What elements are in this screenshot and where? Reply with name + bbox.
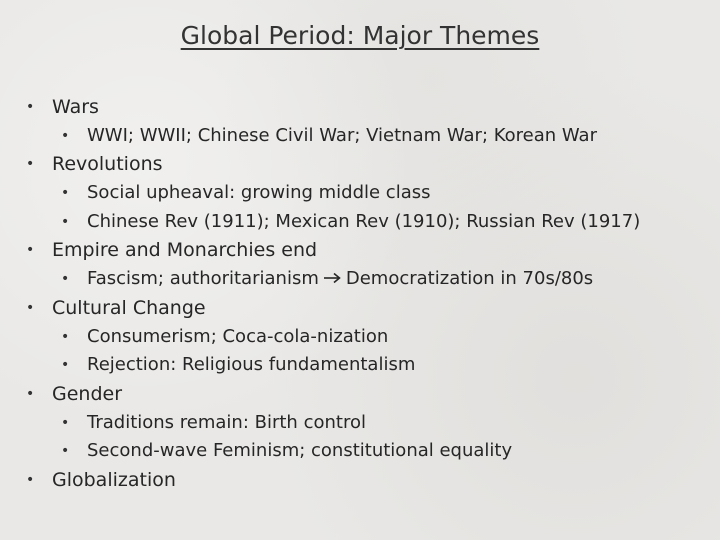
- sub-bullet-traditions: [24, 409, 714, 438]
- bullet-text: WWI; WWII; Chinese Civil War; Vietnam War; Korean War: [87, 124, 597, 146]
- bullet-text: Wars: [52, 96, 99, 118]
- bullet-dot-icon: •: [26, 242, 35, 259]
- bullet-dot-icon: •: [61, 443, 70, 460]
- sub-bullet-fascism-democratization: [24, 265, 714, 294]
- bullet-text: Gender: [52, 382, 123, 405]
- sub-bullet-social-upheaval: [24, 179, 714, 208]
- bullet-dot-icon: •: [61, 213, 70, 230]
- bullet-text: Cultural Change: [52, 296, 206, 319]
- bullet-text: Second-wave Feminism; constitutional equality: [87, 440, 513, 462]
- bullet-dot-icon: •: [61, 185, 70, 202]
- bullet-list: [24, 93, 714, 495]
- bullet-text-before: Fascism; authoritarianism: [87, 268, 319, 290]
- sub-bullet-revolution-dates: [24, 208, 714, 237]
- bullet-dot-icon: •: [61, 414, 70, 431]
- bullet-dot-icon: •: [26, 471, 35, 488]
- bullet-dot-icon: •: [61, 271, 70, 288]
- slide-title: Global Period: Major Themes: [180, 21, 540, 50]
- bullet-text: Rejection: Religious fundamentalism: [87, 354, 416, 376]
- bullet-text: Globalization: [52, 468, 176, 491]
- bullet-cultural-change: [24, 294, 714, 323]
- sub-bullet-consumerism: [24, 323, 714, 352]
- bullet-text: Social upheaval: growing middle class: [87, 182, 431, 204]
- bullet-dot-icon: •: [26, 156, 35, 173]
- bullet-wars: [24, 93, 714, 122]
- bullet-text: Chinese Rev (1911); Mexican Rev (1910); Russian Rev (1917): [87, 210, 641, 232]
- bullet-dot-icon: •: [61, 328, 70, 345]
- bullet-text: Consumerism; Coca-cola-nization: [87, 325, 389, 347]
- sub-bullet-feminism: [24, 437, 714, 466]
- bullet-dot-icon: •: [61, 357, 70, 374]
- bullet-globalization: [24, 466, 714, 495]
- bullet-dot-icon: •: [26, 99, 35, 115]
- bullet-revolutions: [24, 150, 714, 179]
- bullet-dot-icon: •: [26, 299, 35, 316]
- bullet-text-after: Democratization in 70s/80s: [345, 268, 594, 290]
- bullet-text: Empire and Monarchies end: [52, 239, 318, 262]
- right-arrow-icon: [324, 272, 341, 284]
- bullet-gender: [24, 380, 714, 409]
- bullet-dot-icon: •: [26, 385, 35, 402]
- bullet-empire-monarchies: [24, 236, 714, 265]
- bullet-text: Revolutions: [52, 153, 163, 176]
- bullet-dot-icon: •: [61, 127, 70, 144]
- sub-bullet-rejection: [24, 351, 714, 380]
- sub-bullet-wars-list: [24, 122, 714, 151]
- bullet-text: Traditions remain: Birth control: [87, 411, 366, 433]
